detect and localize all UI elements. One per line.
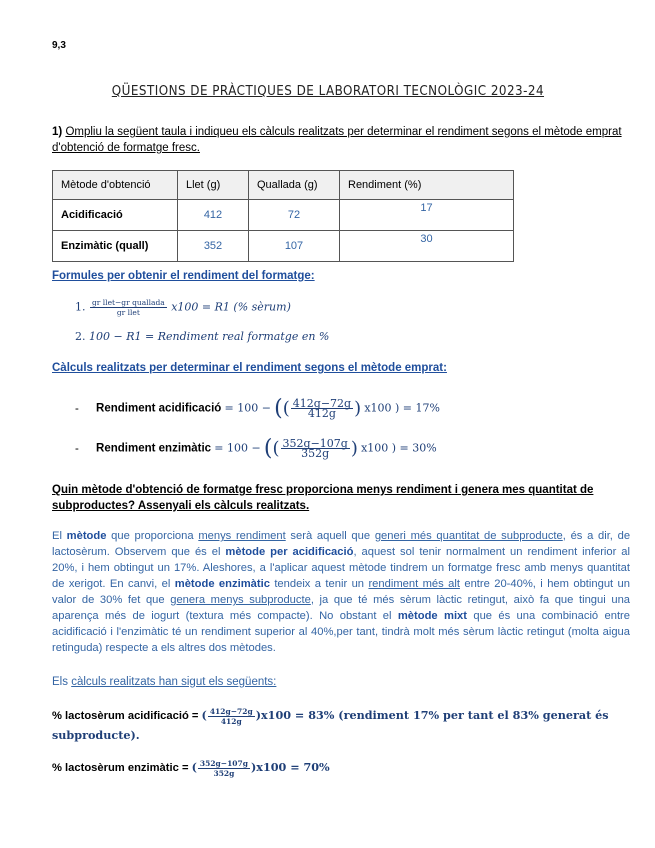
fraction-denominator: 412g — [307, 407, 336, 420]
table-header: Llet (g) — [178, 171, 249, 200]
fraction-numerator: gr llet−gr quallada — [92, 298, 165, 307]
fraction-numerator: 352g−107g — [282, 437, 348, 450]
fraction-numerator: 352g−107g — [199, 758, 248, 768]
lacto-enz-fraction — [198, 759, 250, 778]
answer-underline: rendiment més alt — [368, 578, 460, 590]
table-header: Mètode d'obtenció — [53, 171, 178, 200]
calc-enz-fraction — [281, 439, 350, 458]
fraction-denominator: gr llet — [116, 308, 140, 317]
page-title: QÜESTIONS DE PRÀCTIQUES DE LABORATORI TECNOLÒGIC 2023-24 — [111, 84, 544, 99]
lacto-acid-fraction — [208, 707, 255, 726]
answer-bold: mètode — [66, 530, 107, 542]
calc-acid-label: Rendiment acidificació — [96, 402, 222, 415]
table-cell-llet: 412 — [178, 200, 249, 231]
question-1-number: 1) — [52, 126, 63, 138]
answer-text: , és a dir, de lactosèrum. Observem que és el — [52, 530, 631, 558]
lacto-acid-result: x100 = 83% (rendiment 17% per tant el 83% generat és subproducte). — [52, 708, 609, 742]
answer-bold: mètode mixt — [397, 610, 467, 622]
answer-text: tendeix a tenir un — [274, 578, 365, 590]
lacto-enzymatic: % lactosèrum enzimàtic = ( $\frac{352g-107g}{352g}$ )x100 = 70% — [52, 758, 330, 778]
table-cell-quallada: 72 — [249, 200, 340, 231]
formulas-heading: Formules per obtenir el rendiment del formatge: — [52, 270, 315, 282]
answer-text: , ja que té més sèrum làctic retingut, això fa que tingui una aparença més de iogurt (textura més compacte). No obstant el — [52, 594, 631, 622]
lacto-enz-result: x100 = 70% — [256, 760, 330, 774]
table-row — [53, 231, 514, 262]
answer-text: , aquest sol tenir normalment un rendiment inferior al 20%, i hem obtingut un 17%. Aleshores, a l'aplicar aquest mètode tindrem un formatge fresc amb menys quantitat de xerigot. En canvi, el — [52, 546, 631, 590]
lacto-enz-label: % lactosèrum enzimàtic = — [52, 762, 189, 774]
table-cell-rendiment: 17 — [340, 200, 514, 231]
table-cell-method: Enzimàtic (quall) — [53, 231, 178, 262]
formula-2-number: 2. — [75, 330, 86, 343]
formula-1-rest: x100 = R1 (% sèrum) — [171, 300, 291, 314]
question-1-text: Ompliu la següent taula i indiqueu els càlculs realitzats per determinar el rendiment segons el mètode emprat d'obtenció de formatge fresc. — [52, 126, 622, 154]
fraction-numerator: 412g−72g — [292, 397, 352, 410]
answer-text: entre 20-40%, i hem obtingut un valor de 30% fet que — [52, 578, 631, 606]
calc-enz-label: Rendiment enzimàtic — [96, 442, 212, 455]
answer-bold: mètode per acidificació — [225, 546, 354, 558]
calc-acid-fraction — [291, 399, 353, 418]
formula-1 — [75, 298, 291, 317]
table-cell-rendiment: 30 — [340, 231, 514, 262]
calcs-heading: Càlculs realitzats per determinar el rendiment segons el mètode emprat: — [52, 362, 447, 374]
calc-acid-prefix: = 100 − — [224, 401, 271, 415]
lacto-acid-label: % lactosèrum acidificació = — [52, 710, 199, 722]
answer-text: que proporciona — [111, 530, 194, 542]
table-cell-method: Acidificació — [53, 200, 178, 231]
calc-acid-result: x100 ) = 17% — [364, 401, 440, 415]
answer-text: serà aquell que — [290, 530, 371, 542]
formula-2-text: 100 − R1 = Rendiment real formatge en % — [89, 330, 330, 343]
answer-text: que és una combinació entre acidificació i l'enzimàtic té un rendiment superior al 40%,per tant, tindrà molt més sèrum làctic retingut (molta aigua retinguda) respecte a els altres dos mètodes. — [52, 610, 631, 654]
grade: 9,3 — [52, 40, 66, 51]
calc-enzymatic: - Rendiment enzimàtic = 100 − (( $\frac{352g-107g}{352g}$ ) x100 ) = 30% — [75, 436, 437, 461]
answer-text: El — [52, 530, 62, 542]
answer-underline: genera menys subproducte — [170, 594, 311, 606]
table-header: Quallada (g) — [249, 171, 340, 200]
calcs-done-underlined: càlculs realitzats han sigut els següents: — [71, 676, 277, 688]
fraction-numerator: 412g−72g — [209, 706, 253, 716]
answer-underline: generi més quantitat de subproducte — [374, 530, 563, 542]
calcs-done-heading — [52, 676, 276, 688]
formula-2 — [75, 330, 329, 343]
table-cell-llet: 352 — [178, 231, 249, 262]
answer-underline: menys rendiment — [198, 530, 286, 542]
formula-1-fraction — [90, 298, 167, 317]
formula-1-number: 1. — [75, 300, 86, 314]
question-2: Quin mètode d'obtenció de formatge fresc proporciona menys rendiment i genera mes quantitat de subproductes? Assenyali els càlculs realitzats. — [52, 484, 594, 512]
question-1 — [52, 124, 624, 156]
page-title-wrap — [0, 84, 655, 99]
answer-bold: mètode enzimàtic — [174, 578, 270, 590]
table-cell-quallada: 107 — [249, 231, 340, 262]
lacto-acidification: % lactosèrum acidificació = ( $\frac{412g-72g}{412g}$ )x100 = 83% (rendiment 17% per tant el 83% generat és subproducte). — [52, 706, 609, 742]
answer-paragraph — [52, 528, 630, 656]
results-table — [52, 170, 514, 262]
fraction-denominator: 352g — [301, 447, 330, 460]
fraction-denominator: 352g — [213, 768, 235, 778]
calcs-done-pre: Els — [52, 676, 68, 688]
calc-acidification: - Rendiment acidificació = 100 − (( $\frac{412g-72g}{412g}$ ) x100 ) = 17% — [75, 396, 440, 421]
table-row — [53, 200, 514, 231]
table-header: Rendiment (%) — [340, 171, 514, 200]
table-header-row — [53, 171, 514, 200]
calc-enz-result: x100 ) = 30% — [361, 441, 437, 455]
fraction-denominator: 412g — [220, 716, 242, 726]
calc-enz-prefix: = 100 − — [214, 441, 261, 455]
